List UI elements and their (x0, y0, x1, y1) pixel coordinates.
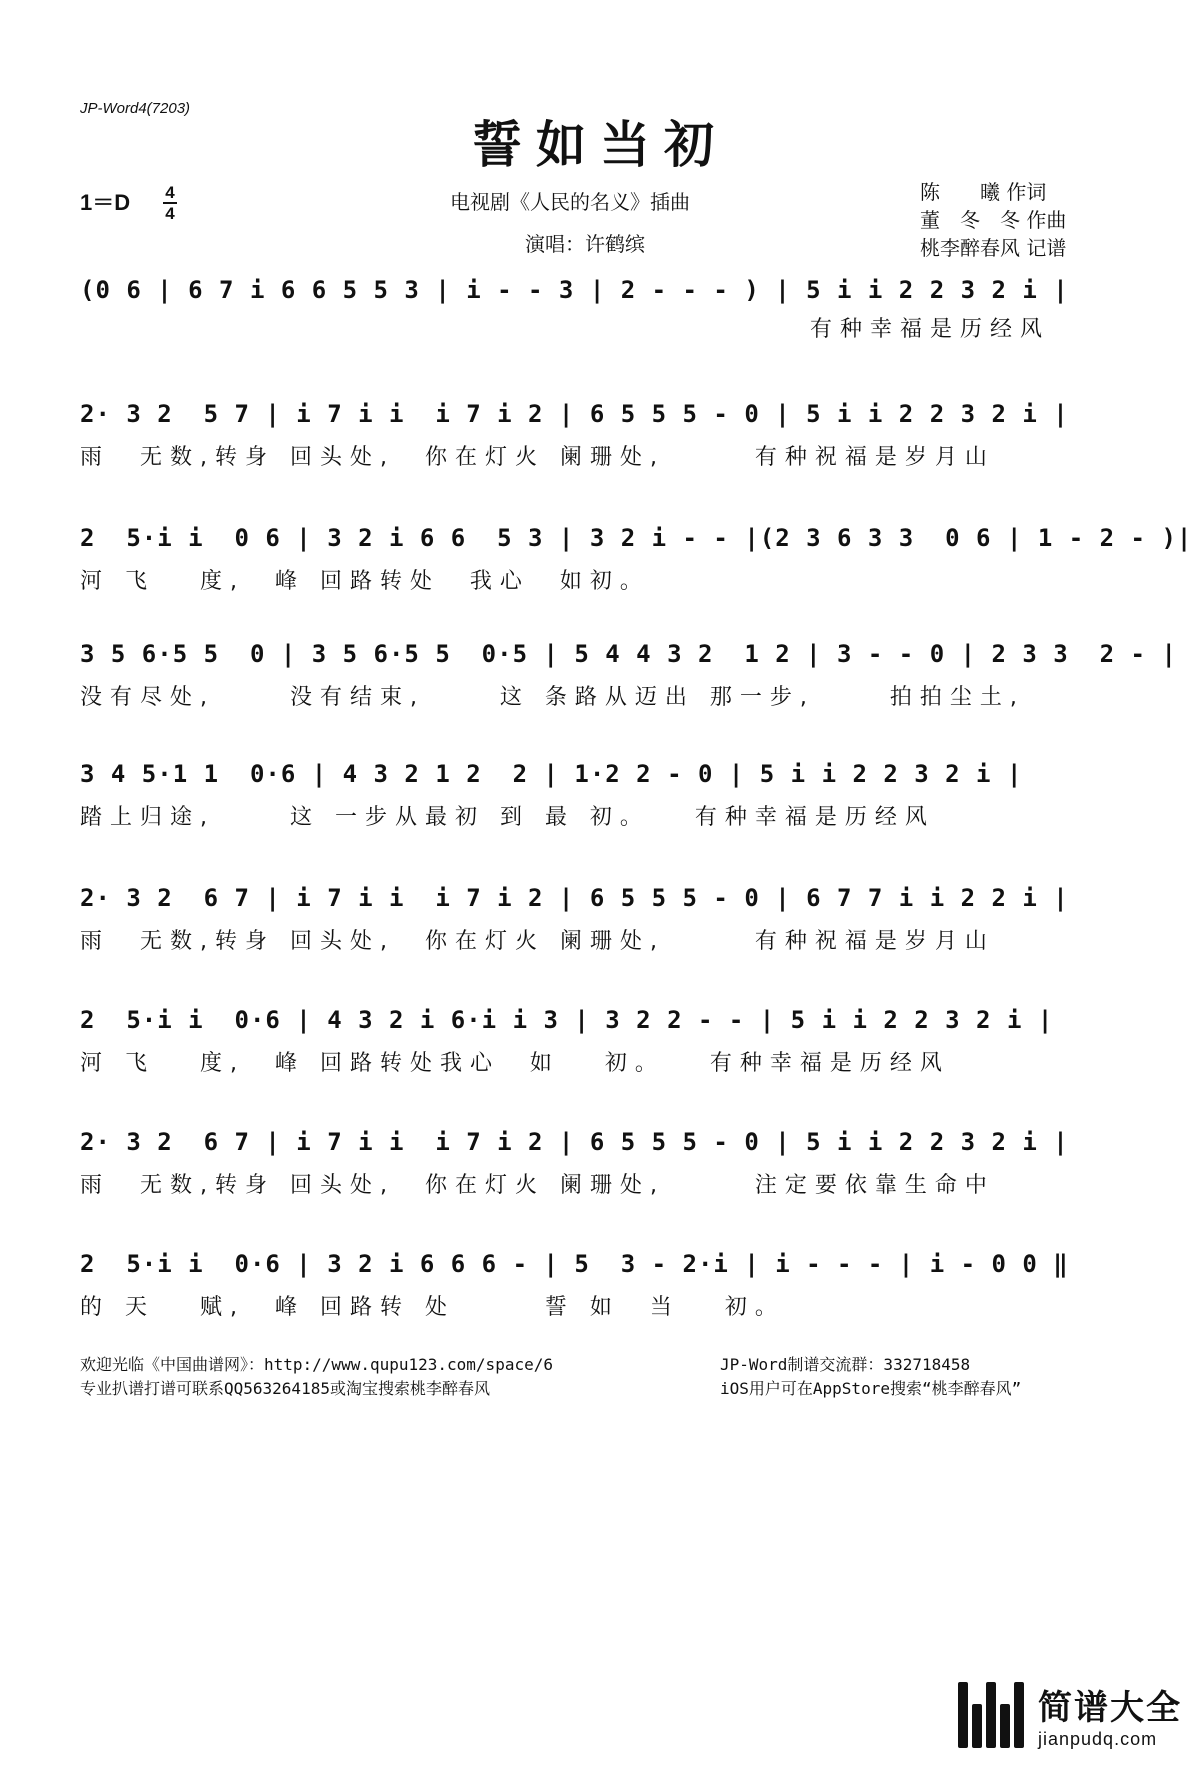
software-version: JP-Word4(7203) (80, 100, 191, 117)
song-subtitle: 电视剧《人民的名义》插曲 (450, 190, 690, 214)
lyrics-row: 河 飞 度, 峰 回路转处 我心 如初。 (80, 569, 650, 594)
notes-row: (0 6 | 6 7 i 6 6 5 5 3 | i - - 3 | 2 - - - ) | 5 i i 2 2 3 2 i | (80, 276, 1069, 304)
score-line-6 (80, 884, 1069, 955)
notes-row: 2 5·i i 0·6 | 4 3 2 i 6·i i 3 | 3 2 2 - - | 5 i i 2 2 3 2 i | (80, 1006, 1054, 1034)
lyrics-row: 的 天 赋, 峰 回路转 处 誓 如 当 初。 (80, 1295, 785, 1320)
lyrics-row: 雨 无数,转身 回头处, 你在灯火 阑珊处, 有种祝福是岁月山 (80, 445, 995, 470)
site-logo (958, 1680, 1182, 1750)
score-line-4 (80, 640, 1177, 711)
time-signature-bottom: 4 (165, 204, 175, 223)
piano-keys-icon (958, 1682, 1028, 1748)
notes-row: 3 5 6·5 5 0 | 3 5 6·5 5 0·5 | 5 4 4 3 2 1 2 | 3 - - 0 | 2 3 3 2 - | (80, 640, 1177, 668)
lyrics-row: 河 飞 度, 峰 回路转处我心 如 初。 有种幸福是历经风 (80, 1051, 950, 1076)
logo-url: jianpudq.com (1038, 1729, 1158, 1749)
notes-row: 2· 3 2 5 7 | i 7 i i i 7 i 2 | 6 5 5 5 - 0 | 5 i i 2 2 3 2 i | (80, 400, 1069, 428)
score-line-2 (80, 400, 1069, 471)
notes-row: 2· 3 2 6 7 | i 7 i i i 7 i 2 | 6 5 5 5 - 0 | 5 i i 2 2 3 2 i | (80, 1128, 1069, 1156)
lyrics-row: 有种幸福是历经风 (810, 317, 1051, 342)
score-line-5 (80, 760, 1022, 831)
time-signature-top: 4 (165, 183, 175, 202)
footer-group-note: JP-Word制谱交流群：332718458 (720, 1355, 971, 1374)
footer-website-note: 欢迎光临《中国曲谱网》：http://www.qupu123.com/space/6 (80, 1355, 553, 1374)
footer-ios-note: iOS用户可在AppStore搜索“桃李醉春风” (720, 1379, 1022, 1398)
footer-contact-note: 专业扒谱打谱可联系QQ563264185或淘宝搜索桃李醉春风 (80, 1379, 490, 1398)
notes-row: 2· 3 2 6 7 | i 7 i i i 7 i 2 | 6 5 5 5 - 0 | 6 7 7 i i 2 2 i | (80, 884, 1069, 912)
time-signature (160, 184, 180, 222)
lyricist-credit: 陈 曦 作词 (920, 180, 1047, 204)
transcriber-credit: 桃李醉春风 记谱 (920, 236, 1067, 260)
notes-row: 3 4 5·1 1 0·6 | 4 3 2 1 2 2 | 1·2 2 - 0 | 5 i i 2 2 3 2 i | (80, 760, 1023, 788)
score-line-7 (80, 1006, 1053, 1077)
lyrics-row: 雨 无数,转身 回头处, 你在灯火 阑珊处, 有种祝福是岁月山 (80, 929, 995, 954)
notes-row: 2 5·i i 0·6 | 3 2 i 6 6 6 - | 5 3 - 2·i | i - - - | i - 0 0 ‖ (80, 1250, 1069, 1278)
score-line-3 (80, 524, 1192, 595)
lyrics-row: 雨 无数,转身 回头处, 你在灯火 阑珊处, 注定要依靠生命中 (80, 1173, 995, 1198)
song-title: 誓如当初 (472, 115, 728, 174)
logo-text: 简谱大全 (1038, 1688, 1182, 1728)
lyrics-row: 踏上归途, 这 一步从最初 到 最 初。 有种幸福是历经风 (80, 805, 935, 830)
score-line-1 (80, 276, 1069, 343)
composer-credit: 董 冬 冬 作曲 (920, 208, 1067, 232)
lyrics-row: 没有尽处, 没有结束, 这 条路从迈出 那一步, 拍拍尘土, (80, 685, 1025, 710)
score-line-8 (80, 1128, 1069, 1199)
key-signature: 1＝D (80, 190, 131, 215)
score-line-9 (80, 1250, 1069, 1321)
notes-row: 2 5·i i 0 6 | 3 2 i 6 6 5 3 | 3 2 i - - |(2 3 6 3 3 0 6 | 1 - 2 - )| (80, 524, 1193, 552)
singer-credit: 演唱：许鹤缤 (525, 232, 645, 256)
